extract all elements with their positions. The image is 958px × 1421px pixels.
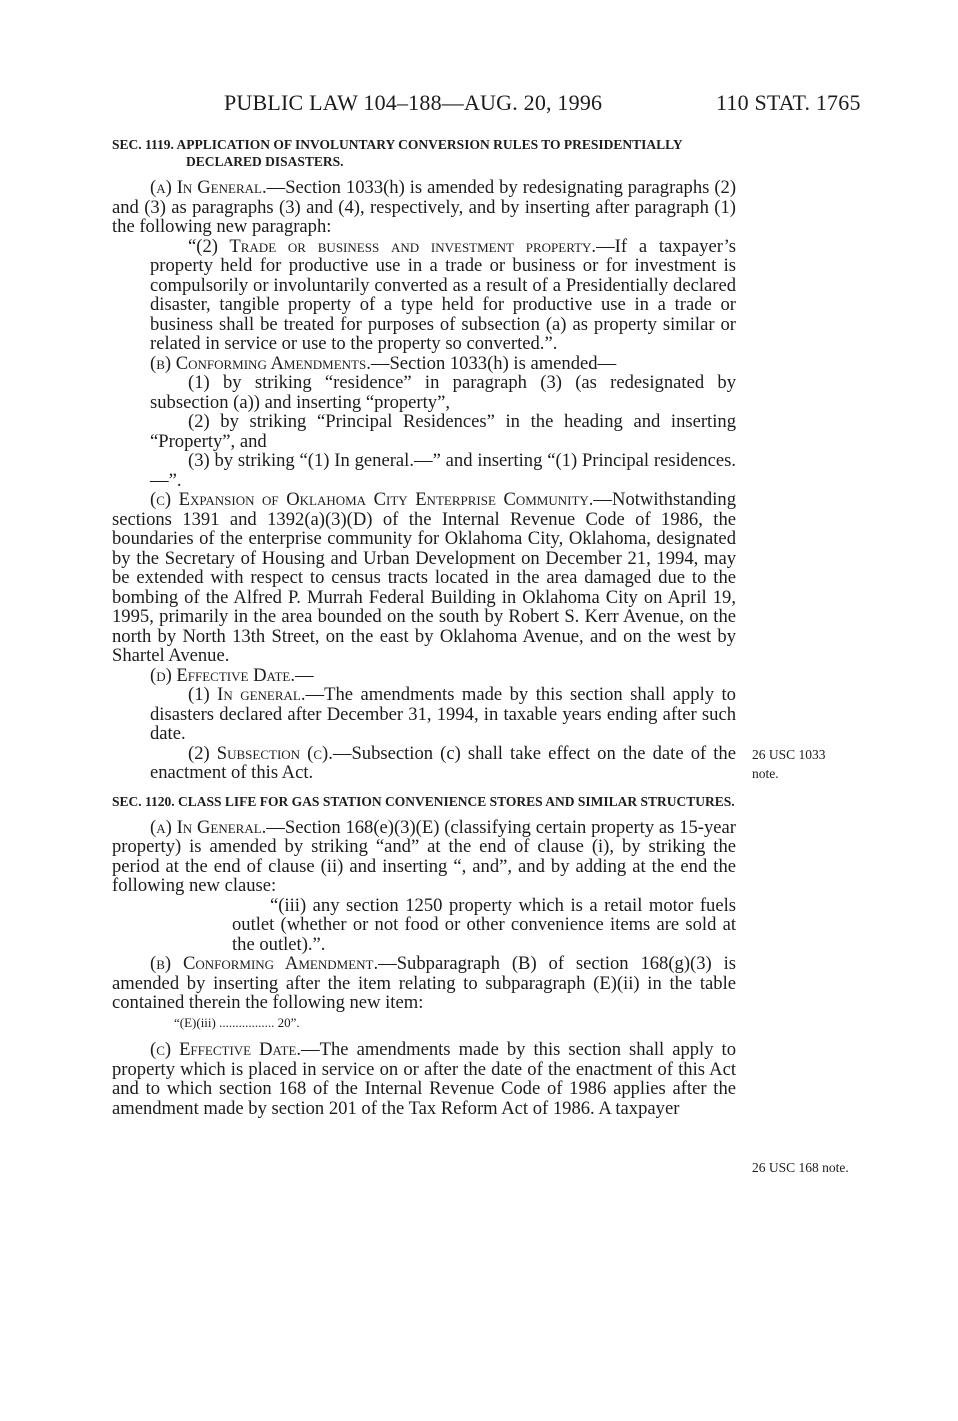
- section-1120-heading: [112, 793, 736, 810]
- sec1119-b-item-2: (2) by striking “Principal Residences” in the heading and inserting “Property”, and: [150, 411, 736, 452]
- statute-page-number: 110 STAT. 1765: [716, 90, 861, 115]
- running-head: [0, 90, 958, 120]
- section-title: CLASS LIFE FOR GAS STATION CONVENIENCE STORES AND SIMILAR STRUCTURES.: [178, 793, 735, 809]
- margin-note-line: 26 USC 1033: [752, 747, 826, 762]
- section-title: APPLICATION OF INVOLUNTARY CONVERSION RULES TO PRESIDENTIALLY DECLARED DISASTERS.: [176, 137, 683, 169]
- margin-note-line: note.: [752, 766, 779, 781]
- paragraph-text: If a taxpayer’s property held for productive use in a trade or business or for investment is compulsorily or involuntarily converted as a result of a Presidentially declared disaster, tangible property of a type held for productive use in a trade or business shall be treated for purposes of subsection (a) as property similar or related in service or use to the property so converted.”.: [150, 235, 736, 354]
- sec1120-quoted-clause: “(iii) any section 1250 property which is a retail motor fuels outlet (whether or not food or other convenience items are sold at the outlet).”.: [232, 894, 736, 955]
- sec1119-b-item-3: (3) by striking “(1) In general.—” and inserting “(1) Principal residences.—”.: [150, 450, 736, 491]
- section-1119-heading: [112, 136, 736, 170]
- item-text: Subsection (c) shall take effect on the date of the enactment of this Act.: [150, 742, 736, 783]
- sec1119-subsection-b: [112, 354, 736, 374]
- subsection-text: The amendments made by this section shall apply to property which is placed in service on or after the date of the enactment of this Act and to which section 168 of the Internal Revenue Code of 1986 applies after the amendment made by section 201 of the Tax Reform Act of 1986. A taxpayer: [112, 1039, 736, 1119]
- item-label: (2) Subsection (c).—: [188, 742, 352, 764]
- margin-note-168: 26 USC 168 note.: [752, 1160, 849, 1175]
- subsection-label: (c) Effective Date.—: [150, 1039, 320, 1060]
- sec1120-subsection-a: [112, 818, 736, 896]
- body-text: [112, 136, 736, 1118]
- margin-note-1033: [752, 745, 826, 783]
- table-item: “(E)(iii) ................. 20”.: [174, 1014, 300, 1030]
- paragraph-label: “(2) Trade or business and investment property.—: [188, 235, 615, 257]
- sec1119-quoted-paragraph: [112, 237, 736, 354]
- subsection-label: (d) Effective Date.—: [150, 664, 314, 686]
- item-label: (1) In general.—: [188, 684, 325, 705]
- sec1120-subsection-b: [112, 954, 736, 1013]
- section-number: SEC. 1119.: [112, 137, 174, 152]
- subsection-text: Section 168(e)(3)(E) (classifying certain property as 15-year property) is amended by striking “and” at the end of clause (i), by striking the period at the end of clause (ii) and inserting “, and”, and by adding at the end the following new clause:: [112, 816, 736, 896]
- sec1119-subsection-d: [112, 666, 736, 686]
- subsection-label: (c) Expansion of Oklahoma City Enterprise Community.—: [150, 489, 613, 510]
- public-law-title: PUBLIC LAW 104–188—AUG. 20, 1996: [224, 90, 603, 115]
- sec1119-d-item-1: [112, 685, 736, 744]
- subsection-text: Section 1033(h) is amended by redesignating paragraphs (2) and (3) as paragraphs (3) and (4), respectively, and by inserting after paragraph (1) the following new paragraph:: [112, 177, 737, 237]
- sec1119-d-item-2: [112, 744, 736, 783]
- sec1119-b-item-1: (1) by striking “residence” in paragraph (3) (as redesignated by subsection (a)) and inserting “property”,: [150, 372, 736, 413]
- section-number: SEC. 1120.: [112, 793, 175, 809]
- subsection-label: (a) In General.—: [150, 177, 286, 198]
- subsection-text: Subparagraph (B) of section 168(g)(3) is amended by inserting after the item relating to subparagraph (E)(ii) in the table contained therein the following new item:: [112, 953, 737, 1013]
- subsection-label: (b) Conforming Amendments.—: [150, 352, 390, 374]
- item-text: The amendments made by this section shall apply to disasters declared after December 31, 1994, in taxable years ending after such date.: [150, 684, 736, 744]
- subsection-text: Section 1033(h) is amended—: [389, 352, 617, 374]
- sec1119-subsection-c: [112, 490, 736, 666]
- subsection-text: Notwithstanding sections 1391 and 1392(a)(3)(D) of the Internal Revenue Code of 1986, the boundaries of the enterprise community for Oklahoma City, Oklahoma, designated by the Secretary of Housing and Urban Development on December 21, 1994, may be extended with respect to census tracts located in the area damaged due to the bombing of the Alfred P. Murrah Federal Building in Oklahoma City on April 19, 1995, primarily in the area bounded on the south by Robert S. Kerr Avenue, on the north by North 13th Street, on the east by Oklahoma Avenue, and on the west by Shartel Avenue.: [112, 489, 736, 666]
- sec1119-subsection-a: [112, 178, 736, 237]
- subsection-label: (b) Conforming Amendment.—: [150, 953, 397, 974]
- sec1120-subsection-c: [112, 1040, 736, 1118]
- subsection-label: (a) In General.—: [150, 816, 285, 838]
